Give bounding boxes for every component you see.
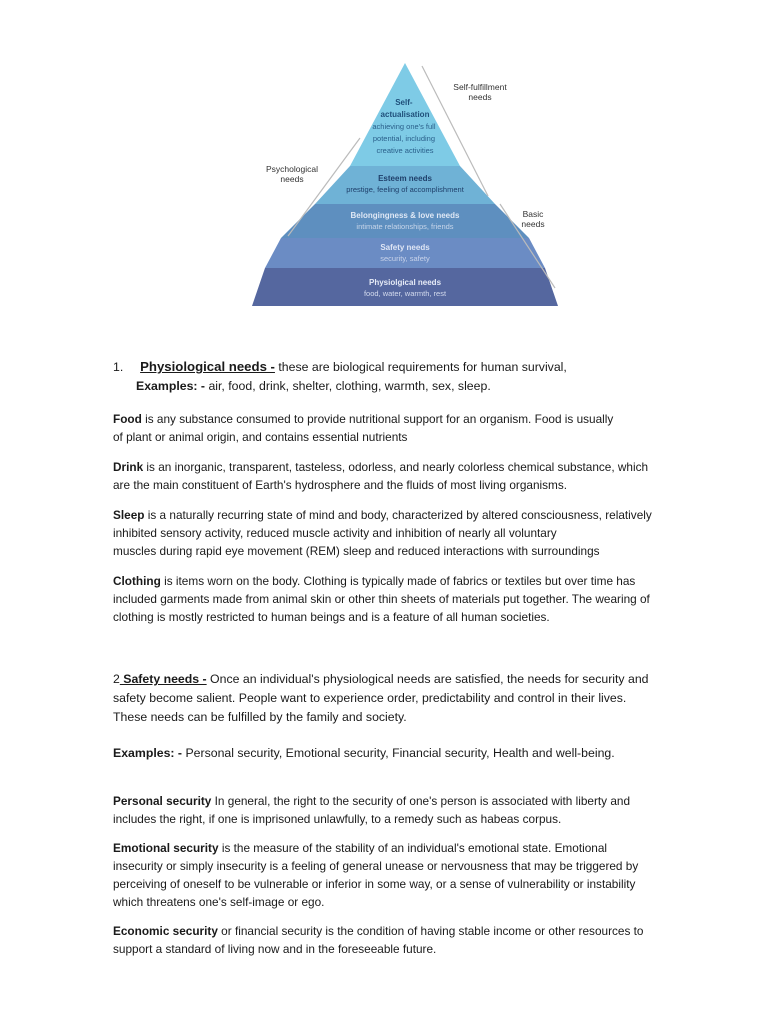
safety-title: Safety needs <box>380 243 430 252</box>
physio-desc: food, water, warmth, rest <box>363 289 447 298</box>
physio-title: Physiolgical needs <box>368 278 442 287</box>
self-desc: achieving one's full potential, including creative activities <box>372 122 436 155</box>
personal-security-paragraph: Personal security In general, the right to the security of one's person is associated with liberty and includes the right, if one is imprisoned unlawfully, to a remedy such as habeas corpus. <box>113 794 631 826</box>
safety-heading: Safety needs - <box>119 672 207 686</box>
self-title: Self- actualisation <box>380 98 430 119</box>
drink-paragraph: Drink is an inorganic, transparent, tasteless, odorless, and nearly colorless chemical substance, which are the main constituent of Earth's hydrosphere and the fluids of most living organisms. <box>113 460 649 492</box>
level-belonging <box>281 204 529 238</box>
psychological-label: Psychological needs <box>266 164 318 184</box>
physiological-heading: Physiological needs - <box>140 359 275 374</box>
belonging-desc: intimate relationships, friends <box>356 222 454 231</box>
section2-heading-line: 2 Safety needs - Once an individual's physiological needs are satisfied, the needs for security and <box>113 672 649 686</box>
food-paragraph: Food is any substance consumed to provide nutritional support for an organism. Food is usually of plant or animal origin, and contains essential nutrients <box>113 412 614 444</box>
sleep-paragraph: Sleep is a naturally recurring state of mind and body, characterized by altered consciousness, relatively inhibited sensory activity, reduced muscle activity and inhibition of nearly all voluntary muscles during rapid eye movement (REM) sleep and reduced interactions with surroundings <box>113 508 652 558</box>
belonging-title: Belongingness & love needs <box>350 211 460 220</box>
clothing-paragraph: Clothing is items worn on the body. Clothing is typically made of fabrics or textiles but over time has included garments made from animal skin or other thin sheets of materials put together. The wearing of clothing is mostly restricted to human beings and is a feature of all human societies. <box>113 574 650 624</box>
safety-desc: security, safety <box>380 254 430 263</box>
emotional-security-paragraph: Emotional security is the measure of the stability of an individual's emotional state. Emotional insecurity or simply insecurity is a feeling of general unease or nervousness that may be triggered by perceiving of oneself to be vulnerable or inferior in some way, or a sense of vulnerability or instability which threatens one's self-image or ego. <box>113 841 639 909</box>
section2-examples: Examples: - Personal security, Emotional security, Financial security, Health and well-being. <box>113 746 615 760</box>
economic-security-paragraph: Economic security or financial security is the condition of having stable income or other resources to support a standard of living now and in the foreseeable future. <box>113 924 644 956</box>
basic-label: Basic needs <box>521 209 545 229</box>
section1-heading-line: 1. Physiological needs - these are biological requirements for human survival, <box>113 359 567 374</box>
esteem-desc: prestige, feeling of accomplishment <box>346 185 464 194</box>
level-physiological <box>252 268 558 306</box>
self-fulfillment-label: Self-fulfillment needs <box>453 82 507 102</box>
section-physiological <box>113 357 733 626</box>
section1-examples: Examples: - air, food, drink, shelter, clothing, warmth, sex, sleep. <box>136 379 491 393</box>
esteem-title: Esteem needs <box>378 174 432 183</box>
section-safety: 2 Safety needs - Once an individual's physiological needs are satisfied, the needs for security and safety become salient. People want to experience order, predictability and control in their lives. These needs can be fulfilled by the family and society. Examples: - Personal security, Emotional security, Financial security, Health and well-being. Personal security In general, the right to the security of one's person is associated with liberty and includes the right, if one is imprisoned unlawfully, to a remedy such as habeas corpus. Emotional security is the measure of the stability of an individual's emotional state. Emotional insecurity or simply insecurity is a feeling of general unease or nervousness that may be triggered by perceiving of oneself to be vulnerable or inferior in some way, or a sense of vulnerability or instability which threatens one's self-image or ego. Economic security or financial security is the condition of having stable income or other resources to support a standard of living now and in the foreseeable future. <box>113 670 733 958</box>
